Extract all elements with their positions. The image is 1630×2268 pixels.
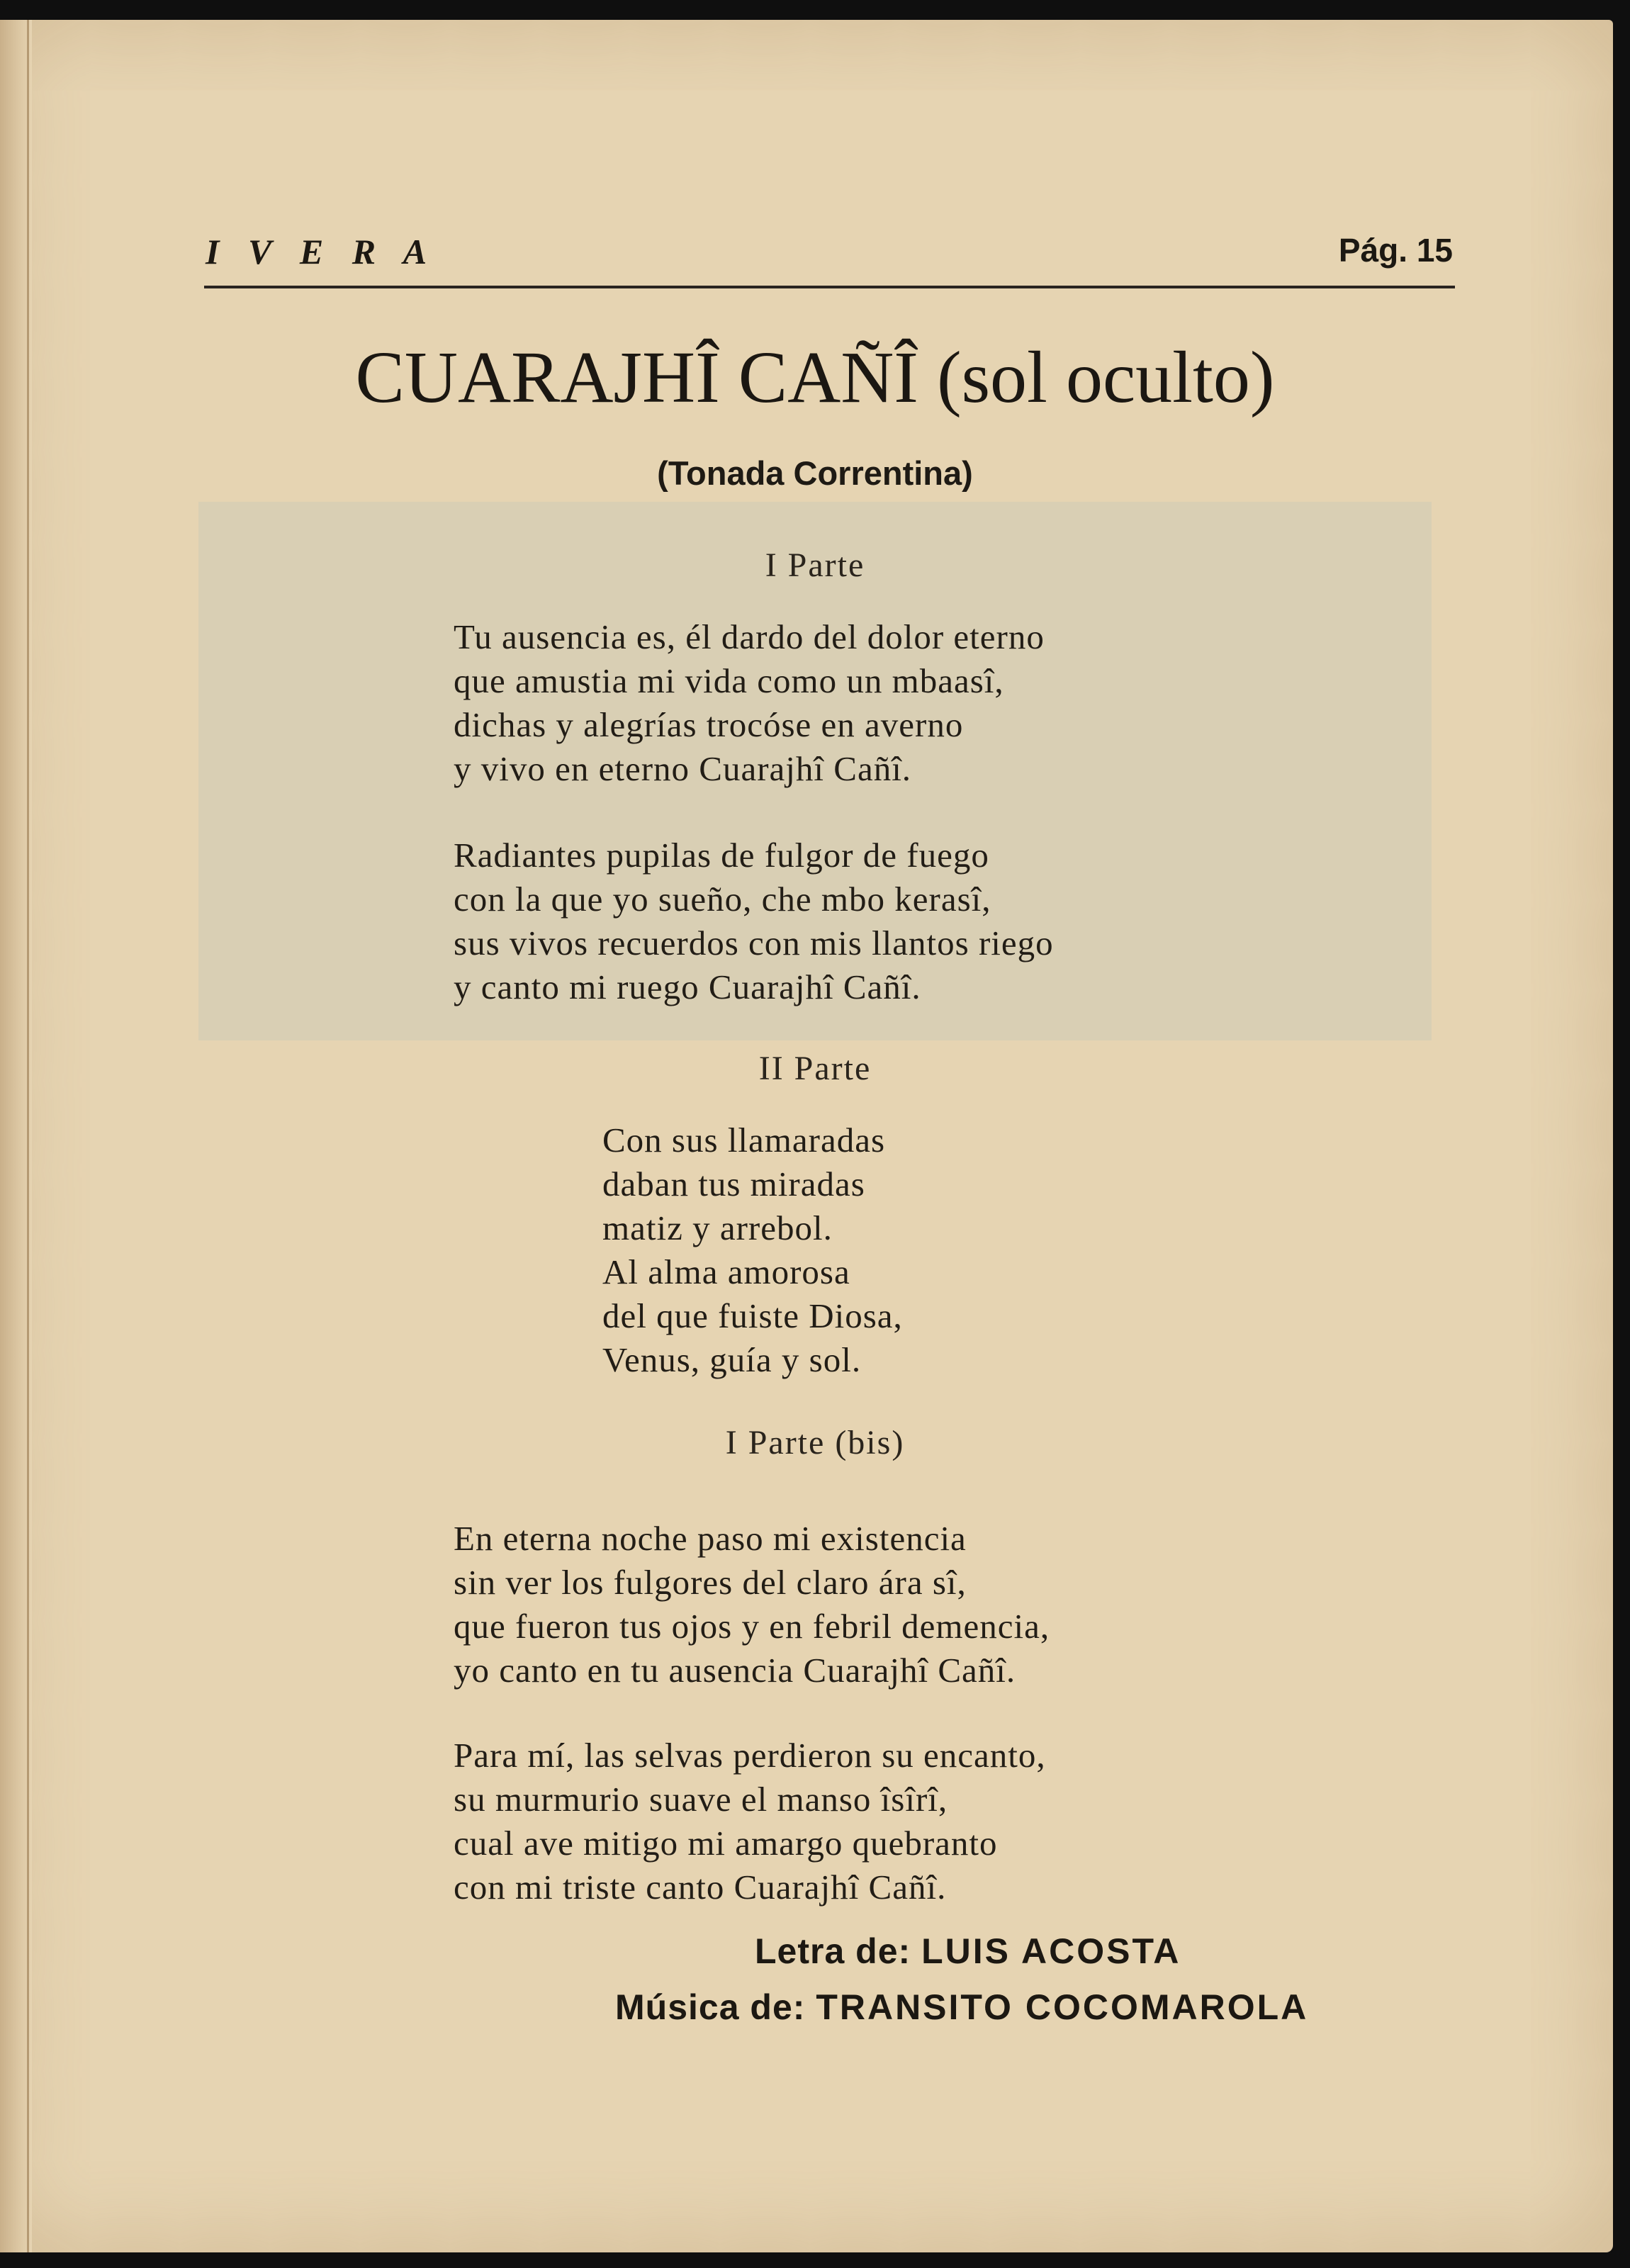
lyrics-author: LUIS ACOSTA xyxy=(921,1931,1181,1971)
magazine-page xyxy=(0,20,1613,2252)
page-number: Pág. 15 xyxy=(1338,232,1453,269)
verse-line: Para mí, las selvas perdieron su encanto, xyxy=(454,1736,1046,1775)
verse-line: cual ave mitigo mi amargo quebranto xyxy=(454,1824,998,1863)
verse-line: con la que yo sueño, che mbo kerasî, xyxy=(454,880,991,919)
verse-line: Tu ausencia es, él dardo del dolor eterno xyxy=(454,617,1045,656)
verse-line: y vivo en eterno Cuarajhî Cañî. xyxy=(454,749,912,788)
verse-line: En eterna noche paso mi existencia xyxy=(454,1519,967,1558)
verse-line: sin ver los fulgores del claro ára sî, xyxy=(454,1563,967,1602)
lyrics-credit xyxy=(755,1931,1181,1972)
verse-line: yo canto en tu ausencia Cuarajhî Cañî. xyxy=(454,1651,1016,1690)
verse-line: Con sus llamaradas xyxy=(602,1121,886,1160)
stanza xyxy=(454,1734,1046,1909)
verse-line: con mi triste canto Cuarajhî Cañî. xyxy=(454,1868,947,1907)
header-rule xyxy=(204,286,1455,288)
music-author: TRANSITO COCOMAROLA xyxy=(816,1987,1309,2027)
verse-line: del que fuiste Diosa, xyxy=(602,1296,903,1335)
part-heading: I Parte xyxy=(765,546,865,584)
music-label: Música de: xyxy=(615,1987,806,2027)
verse-line: que amustia mi vida como un mbaasî, xyxy=(454,661,1004,700)
verse-line: sus vivos recuerdos con mis llantos riego xyxy=(454,924,1054,962)
song-title: CUARAJHÎ CAÑÎ (sol oculto) xyxy=(355,337,1275,418)
part-heading: II Parte xyxy=(758,1050,872,1087)
verse-line: que fueron tus ojos y en febril demencia, xyxy=(454,1607,1050,1646)
verse-line: Radiantes pupilas de fulgor de fuego xyxy=(454,836,989,875)
stanza xyxy=(454,615,1045,791)
part-heading: I Parte (bis) xyxy=(725,1424,905,1461)
verse-line: su murmurio suave el manso îsîrî, xyxy=(454,1780,948,1819)
verse-line: Al alma amorosa xyxy=(602,1252,850,1291)
song-subtitle: (Tonada Correntina) xyxy=(657,454,973,492)
verse-line: y canto mi ruego Cuarajhî Cañî. xyxy=(454,967,921,1006)
music-credit xyxy=(615,1987,1308,2028)
stanza xyxy=(602,1118,903,1382)
lyrics-label: Letra de: xyxy=(755,1931,911,1971)
stanza xyxy=(454,833,1054,1009)
magazine-name: I V E R A xyxy=(206,232,437,271)
stanza xyxy=(454,1517,1050,1692)
verse-line: dichas y alegrías trocóse en averno xyxy=(454,705,964,744)
verse-line: daban tus miradas xyxy=(602,1164,865,1203)
verse-line: Venus, guía y sol. xyxy=(602,1340,862,1379)
verse-line: matiz y arrebol. xyxy=(602,1208,833,1247)
page-header xyxy=(206,231,1453,281)
